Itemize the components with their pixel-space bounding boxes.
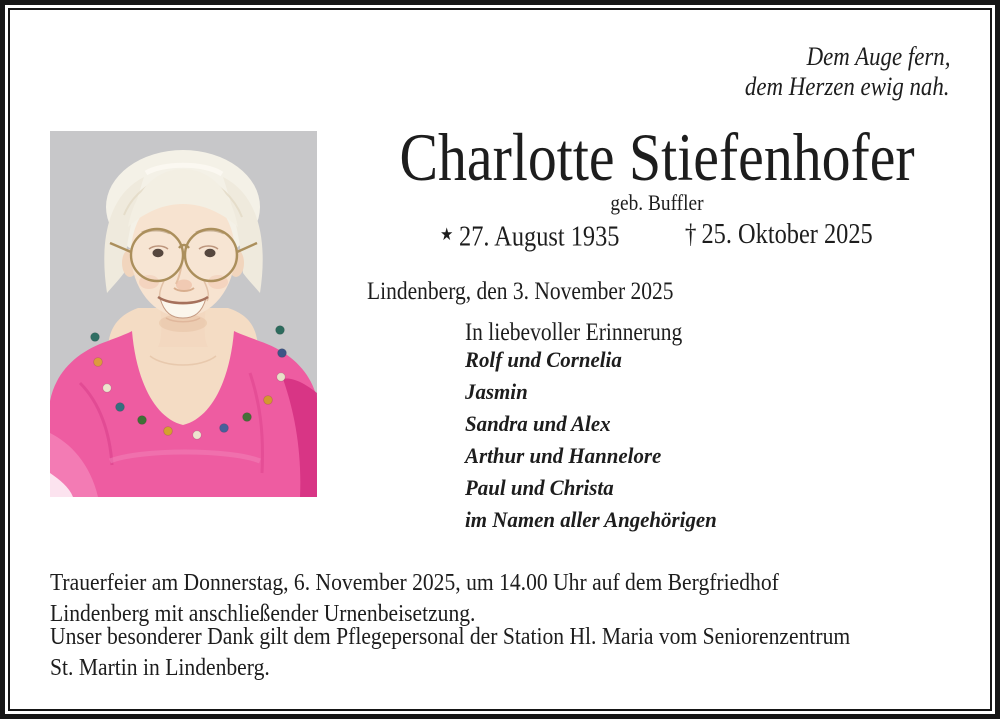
death-date <box>685 217 873 254</box>
thanks-line: St. Martin in Lindenberg. <box>50 655 270 681</box>
mourners-list <box>465 344 730 536</box>
mourner-line: Rolf und Cornelia <box>465 347 622 372</box>
life-dates <box>340 217 974 254</box>
memorial-intro: In liebevoller Erinnerung <box>465 319 683 346</box>
mourner-line: Paul und Christa <box>465 475 614 500</box>
thanks-note <box>50 622 939 684</box>
funeral-info <box>50 568 860 630</box>
funeral-line: Lindenberg mit anschließender Urnenbeisetzung. <box>50 601 476 627</box>
funeral-line: Trauerfeier am Donnerstag, 6. November 2025, um 14.00 Uhr auf dem Bergfriedhof <box>50 570 779 596</box>
maiden-name: geb. Buffler <box>610 190 704 215</box>
epigraph-line-1: Dem Auge fern, <box>806 42 950 71</box>
mourner-line: Jasmin <box>465 379 528 404</box>
thanks-line: Unser besonderer Dank gilt dem Pflegepersonal der Station Hl. Maria vom Seniorenzentrum <box>50 624 851 650</box>
portrait-photo <box>50 131 317 497</box>
epigraph <box>717 42 950 102</box>
mourner-line: Sandra und Alex <box>465 411 611 436</box>
portrait-illustration <box>50 131 317 497</box>
birth-date-text: 27. August 1935 <box>459 220 620 253</box>
mourner-line: im Namen aller Angehörigen <box>465 507 717 532</box>
birth-star-icon: ★ <box>440 224 454 244</box>
mourner-line: Arthur und Hannelore <box>465 443 662 468</box>
death-date-text: 25. Oktober 2025 <box>701 218 873 250</box>
birth-date <box>441 217 620 254</box>
place-dateline: Lindenberg, den 3. November 2025 <box>367 278 674 305</box>
deceased-name: Charlotte Stiefenhofer <box>399 119 915 195</box>
death-cross-icon: † <box>684 218 697 249</box>
epigraph-line-2: dem Herzen ewig nah. <box>745 72 950 101</box>
